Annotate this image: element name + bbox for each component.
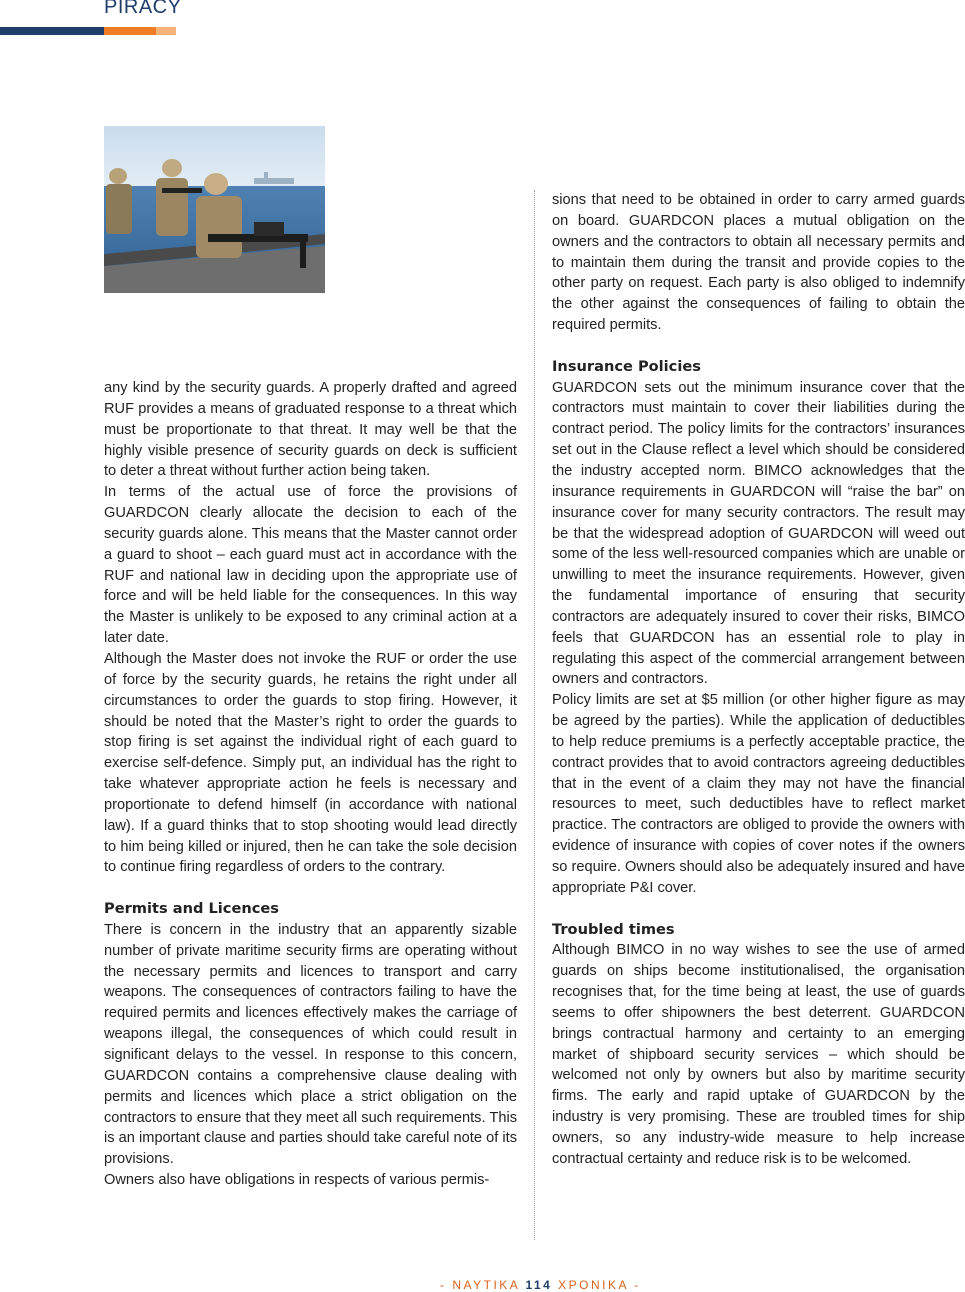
heading-troubled-times: Troubled times	[552, 920, 675, 938]
body-paragraph: Owners also have obligations in respects of various permis-	[104, 1172, 490, 1189]
body-paragraph: Policy limits are set at $5 million (or other higher figure as may be agreed by the parties). While the application of deductibles to help reduce premiums is a perfectly acceptable practice, the contract provides that to avoid contractors agreeing deductibles that in the event of a claim they may not have the financial resources to meet, such deductibles have to reflect market practice. The contractors are obliged to provide the owners with evidence of insurance with copies of cover notes if the owners so require. Owners should also be adequately insured and have appropriate P&I cover.	[552, 692, 965, 896]
body-paragraph: There is concern in the industry that an apparently sizable number of private maritime security firms are operating without the necessary permits and licences to transport and carry weapons. The consequences of contractors failing to have the required permits and licences effectively makes the carriage of weapons illegal, the consequences of which could result in significant delays to the vessel. In response to this concern, GUARDCON contains a comprehensive clause dealing with permits and licences which place a strict obligation on the contractors to ensure that they meet all such requirements. This is an important clause and parties should take careful note of its provisions.	[104, 921, 517, 1168]
header-rule-light	[156, 27, 176, 35]
section-title: PIRACY	[104, 0, 182, 18]
column-divider	[534, 190, 535, 1240]
body-paragraph: any kind by the security guards. A properly drafted and agreed RUF provides a means of graduated response to a threat which must be proportionate to that threat. It may well be that the highly visible presence of security guards on deck is sufficient to deter a threat without further action being taken.	[104, 380, 517, 480]
body-paragraph: In terms of the actual use of force the provisions of GUARDCON clearly allocate the decision to each of the security guards alone. This means that the Master cannot order a guard to shoot – each guard must act in accordance with the RUF and national law in deciding upon the appropriate use of force and will be held liable for the consequences. In this way the Master is unlikely to be exposed to any criminal action at a later date.	[104, 484, 517, 647]
left-column	[104, 378, 517, 1191]
footer-left-text: - ΝΑΥΤΙΚΑ	[440, 1278, 520, 1292]
body-paragraph: Although BIMCO in no way wishes to see the use of armed guards on ships become institutionalised, the organisation recognises that, for the time being at least, the use of guards seems to offer shipowners the best deterrent. GUARDCON brings contractual harmony and certainty to an emerging market of shipboard security services – which should be welcomed not only by owners but also by maritime security firms. The early and rapid uptake of GUARDCON by the industry is very promising. These are troubled times for ship owners, so any industry-wide measure to help increase contractual certainty and reduce risk is to be welcomed.	[552, 942, 965, 1167]
body-paragraph: GUARDCON sets out the minimum insurance cover that the contractors must maintain to cover their liabilities during the contract period. The policy limits for the contractors’ insurances set out in the Clause reflect a level which should be considered the industry accepted norm. BIMCO acknowledges that the insurance requirements in GUARDCON will “raise the bar” on insurance cover for many security contractors. The result may be that the widespread adoption of GUARDCON will weed out some of the less well-resourced companies which are unable or unwilling to meet the insurance requirements. However, given the fundamental importance of ensuring that security contractors are adequately insured to cover their risks, BIMCO feels that GUARDCON has an essential role to play in regulating this aspect of the commercial arrangement between owners and contractors.	[552, 379, 965, 688]
footer-right-text: ΧΡΟΝΙΚΑ -	[558, 1278, 641, 1292]
right-column	[552, 190, 965, 1170]
heading-insurance-policies: Insurance Policies	[552, 357, 701, 375]
header-rule-navy	[0, 27, 104, 35]
photo-security-guards-on-boat	[104, 126, 325, 293]
header-rule-orange	[104, 27, 156, 35]
body-paragraph: Although the Master does not invoke the RUF or order the use of force by the security guards, he retains the right under all circumstances to order the guards to stop firing. However, it should be noted that the Master’s right to order the guards to stop firing is set against the individual right of each guard to exercise self-defence. Simply put, an individual has the right to take whatever appropriate action he feels is necessary and proportionate to defend himself (in accordance with national law). If a guard thinks that to stop shooting would lead directly to him being killed or injured, then he can take the sole decision to continue firing regardless of orders to the contrary.	[104, 650, 517, 876]
heading-permits-and-licences: Permits and Licences	[104, 900, 279, 918]
body-paragraph: sions that need to be obtained in order to carry armed guards on board. GUARDCON places a mutual obligation on the owners and the contractors to obtain all necessary permits and to maintain them during the transit and provide copies to the other party on request. Each party is also obliged to indemnify the other against the consequences of failing to obtain the required permits.	[552, 192, 965, 334]
page-number: 114	[525, 1278, 553, 1292]
